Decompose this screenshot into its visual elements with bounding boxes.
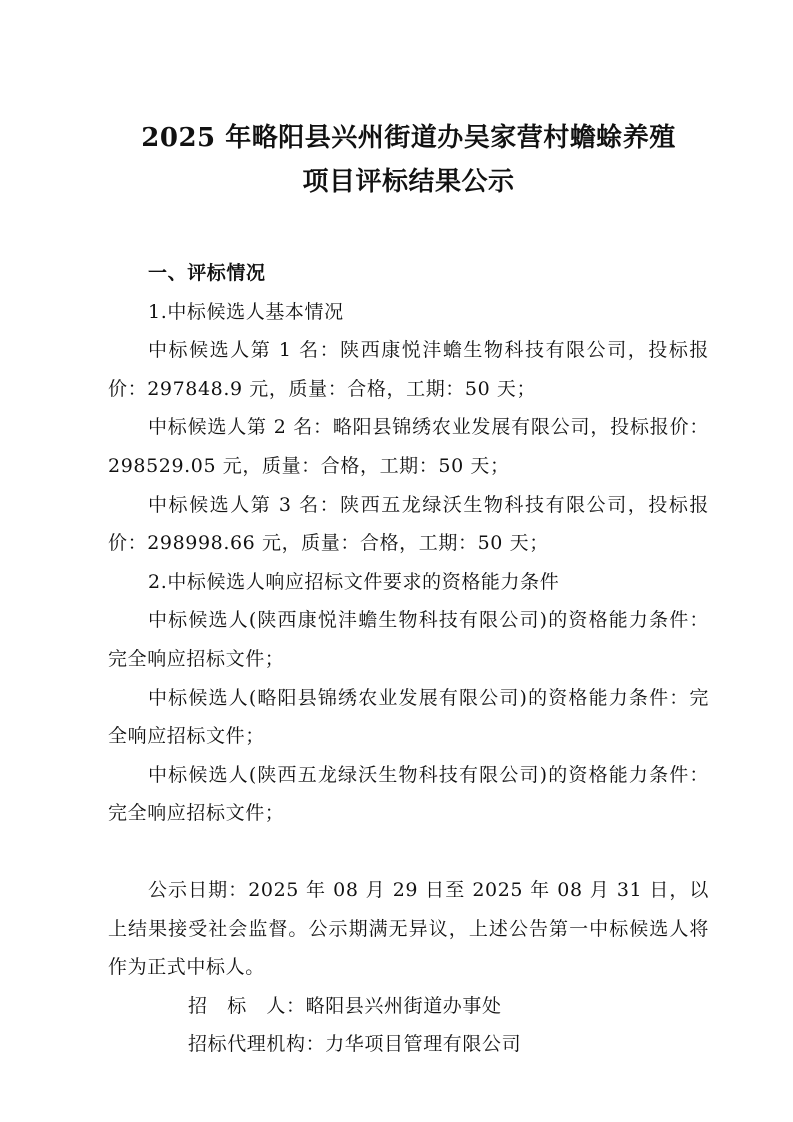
candidate-3-paragraph: 中标候选人第 3 名：陕西五龙绿沃生物科技有限公司，投标报价：298998.66 元，质量：合格，工期：50 天；	[108, 493, 709, 555]
tenderer-label: 招 标 人：	[188, 994, 306, 1017]
document-body	[108, 254, 709, 1064]
section-heading: 一、评标情况	[148, 262, 266, 284]
qualification-2-paragraph: 中标候选人(略阳县锦绣农业发展有限公司)的资格能力条件：完全响应招标文件；	[108, 686, 709, 748]
document-title	[108, 116, 709, 204]
agency-name: 力华项目管理有限公司	[325, 1033, 522, 1056]
agency-label: 招标代理机构：	[188, 1033, 326, 1056]
qualification-3-paragraph: 中标候选人(陕西五龙绿沃生物科技有限公司)的资格能力条件：完全响应招标文件；	[108, 763, 709, 825]
paragraph-spacer	[108, 833, 709, 871]
qualification-1-paragraph: 中标候选人(陕西康悦沣蟾生物科技有限公司)的资格能力条件：完全响应招标文件；	[108, 609, 709, 670]
notice-period-paragraph: 公示日期：2025 年 08 月 29 日至 2025 年 08 月 31 日，以上结果接受社会监督。公示期满无异议，上述公告第一中标候选人将作为正式中标人。	[108, 878, 709, 979]
title-line-2: 项目评标结果公示	[302, 167, 515, 197]
candidate-2-paragraph: 中标候选人第 2 名：略阳县锦绣农业发展有限公司，投标报价：298529.05 元，质量：合格，工期：50 天；	[108, 416, 709, 477]
tenderer-line	[108, 987, 709, 1026]
tenderer-name: 略阳县兴州街道办事处	[305, 994, 502, 1017]
candidate-1-paragraph: 中标候选人第 1 名：陕西康悦沣蟾生物科技有限公司，投标报价：297848.9 元，质量：合格，工期：50 天；	[108, 339, 709, 400]
subsection-qualification-heading: 2.中标候选人响应招标文件要求的资格能力条件	[148, 570, 560, 593]
title-line-1: 2025 年略阳县兴州街道办吴家营村蟾蜍养殖	[141, 123, 676, 153]
subsection-candidates-heading: 1.中标候选人基本情况	[148, 300, 344, 323]
agency-line	[108, 1025, 709, 1064]
